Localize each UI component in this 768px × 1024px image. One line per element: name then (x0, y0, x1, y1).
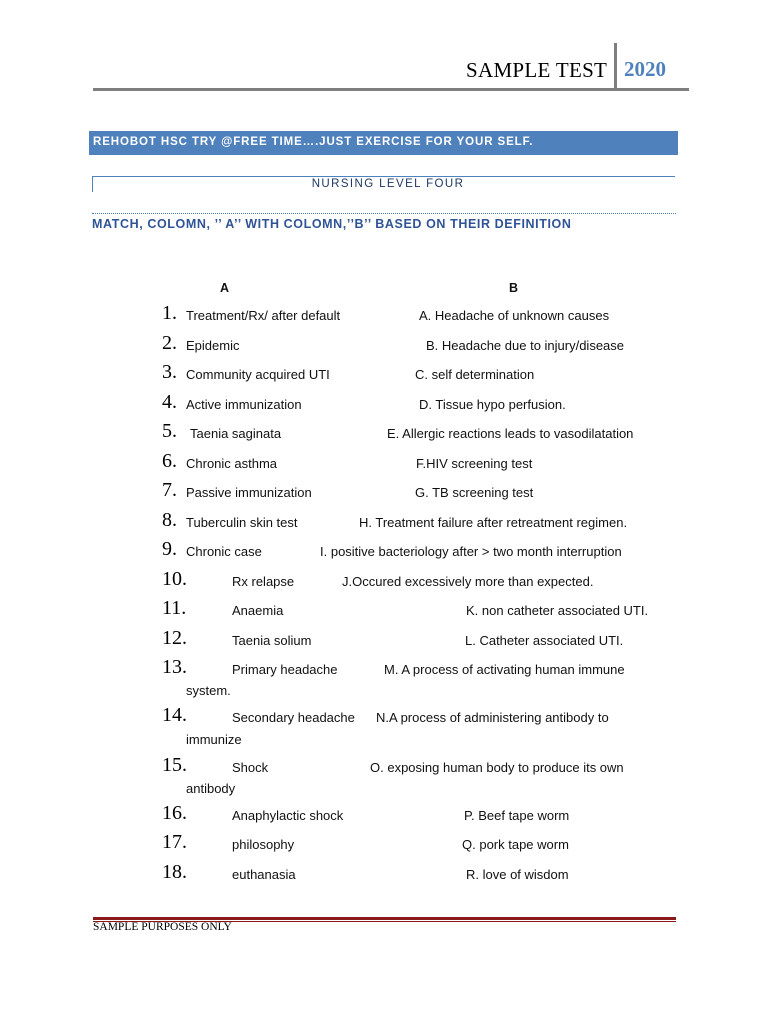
column-b-definition: E. Allergic reactions leads to vasodilatation (387, 426, 634, 441)
column-a-term: Rx relapse (232, 574, 295, 589)
column-b-definition: O. exposing human body to produce its own (370, 760, 624, 775)
exercise-banner: REHOBOT HSC TRY @FREE TIME….JUST EXERCISE FOR YOUR SELF. (89, 131, 678, 155)
column-b-definition: B. Headache due to injury/disease (426, 338, 625, 353)
item-number: 9. (162, 538, 177, 560)
list-item (0, 538, 768, 564)
list-item (0, 420, 768, 446)
list-item (0, 391, 768, 417)
column-a-term: Secondary headache (232, 710, 355, 725)
item-number: 10. (162, 568, 187, 590)
list-item (0, 831, 768, 857)
column-b-header: B (509, 281, 519, 295)
item-number: 6. (162, 450, 177, 472)
column-b-definition: R. love of wisdom (466, 867, 569, 882)
column-b-definition: P. Beef tape worm (464, 808, 570, 823)
item-number: 15. (162, 754, 187, 776)
list-item (0, 332, 768, 358)
list-item (0, 861, 768, 887)
footer-rule (93, 917, 676, 920)
item-number: 12. (162, 627, 187, 649)
column-b-definition: F.HIV screening test (416, 456, 533, 471)
column-a-term: Treatment/Rx/ after default (186, 308, 341, 323)
column-a-term: Anaphylactic shock (232, 808, 344, 823)
column-b-definition: K. non catheter associated UTI. (466, 603, 649, 618)
list-item (0, 302, 768, 328)
list-item (0, 450, 768, 476)
list-item (0, 704, 768, 730)
column-a-term: Taenia solium (232, 633, 312, 648)
column-a-term: Tuberculin skin test (186, 515, 298, 530)
list-item (0, 479, 768, 505)
page-title: SAMPLE TEST (466, 58, 608, 82)
column-a-term: Primary headache (232, 662, 338, 677)
item-number: 8. (162, 509, 177, 531)
list-item (0, 802, 768, 828)
item-number: 3. (162, 361, 177, 383)
column-a-term: Shock (232, 760, 269, 775)
item-number: 16. (162, 802, 187, 824)
list-item (0, 656, 768, 682)
item-number: 7. (162, 479, 177, 501)
column-a-term: Chronic asthma (186, 456, 278, 471)
instruction-heading: MATCH, COLOMN, ’’ A’’ WITH COLOMN,’’B’’ BASED ON THEIR DEFINITION (92, 213, 676, 231)
header-divider (614, 43, 617, 90)
column-a-term: Chronic case (186, 544, 262, 559)
column-b-definition: H. Treatment failure after retreatment regimen. (359, 515, 628, 530)
column-b-definition-continued: system. (186, 683, 231, 698)
column-b-definition: Q. pork tape worm (462, 837, 569, 852)
item-number: 1. (162, 302, 177, 324)
column-a-term: Active immunization (186, 397, 302, 412)
column-b-definition-continued: antibody (186, 781, 236, 796)
column-a-term: Community acquired UTI (186, 367, 330, 382)
list-item (0, 361, 768, 387)
column-b-definition: N.A process of administering antibody to (376, 710, 609, 725)
footer-note: SAMPLE PURPOSES ONLY (93, 921, 232, 933)
column-a-term: Passive immunization (186, 485, 312, 500)
item-number: 13. (162, 656, 187, 678)
item-number: 2. (162, 332, 177, 354)
item-number: 14. (162, 704, 187, 726)
column-b-definition: M. A process of activating human immune (384, 662, 625, 677)
column-b-definition: A. Headache of unknown causes (419, 308, 610, 323)
column-b-definition: C. self determination (415, 367, 535, 382)
column-b-definition: G. TB screening test (415, 485, 534, 500)
column-a-term: euthanasia (232, 867, 296, 882)
column-a-header: A (220, 281, 230, 295)
column-b-definition: J.Occured excessively more than expected. (342, 574, 594, 589)
column-a-term: Anaemia (232, 603, 284, 618)
item-number: 17. (162, 831, 187, 853)
item-number: 5. (162, 420, 177, 442)
list-item (0, 754, 768, 780)
level-heading: NURSING LEVEL FOUR (311, 178, 465, 190)
page-year: 2020 (624, 57, 666, 81)
list-item (0, 597, 768, 623)
list-item (0, 627, 768, 653)
column-b-definition: I. positive bacteriology after > two month interruption (320, 544, 622, 559)
column-a-term: philosophy (232, 837, 295, 852)
item-number: 11. (162, 597, 187, 619)
header-rule (93, 88, 689, 91)
list-item (0, 509, 768, 535)
item-number: 4. (162, 391, 177, 413)
column-b-definition-continued: immunize (186, 732, 242, 747)
column-b-definition: D. Tissue hypo perfusion. (419, 397, 566, 412)
list-item (0, 568, 768, 594)
column-b-definition: L. Catheter associated UTI. (465, 633, 624, 648)
item-number: 18. (162, 861, 187, 883)
column-a-term: Epidemic (186, 338, 240, 353)
column-a-term: Taenia saginata (190, 426, 282, 441)
